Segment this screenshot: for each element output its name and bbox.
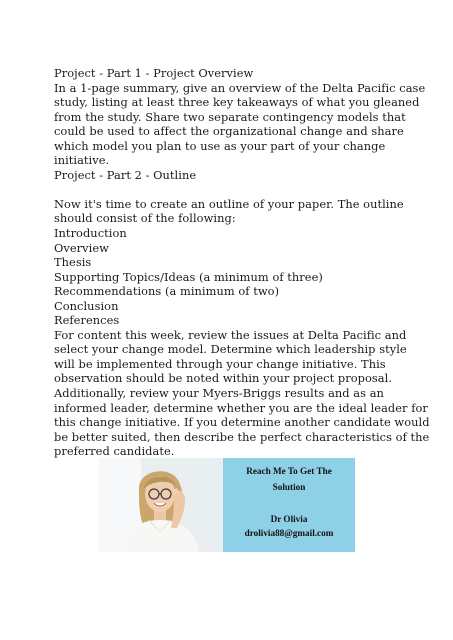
outline-item-overview: Overview [54, 240, 109, 255]
woman-photo [99, 458, 223, 552]
outline-item-introduction: Introduction [54, 226, 127, 241]
body-line: initiative. [54, 153, 110, 168]
document-body [54, 66, 430, 459]
body-line: be better suited, then describe the perfect characteristics of the [54, 429, 430, 444]
body-line: this change initiative. If you determine another candidate would [54, 415, 430, 430]
promo-headline: Reach Me To Get The [246, 466, 332, 476]
woman-illustration [99, 458, 223, 552]
outline-item-recommendations: Recommendations (a minimum of two) [54, 284, 280, 299]
heading-part-1: Project - Part 1 - Project Overview [54, 66, 254, 80]
body-line: informed leader, determine whether you are the ideal leader for [54, 400, 428, 415]
promo-banner[interactable] [99, 458, 355, 552]
body-line: In a 1-page summary, give an overview of the Delta Pacific case [54, 80, 426, 95]
body-line: study, listing at least three key takeaways of what you gleaned [54, 95, 420, 110]
body-line: Now it's time to create an outline of your paper. The outline [54, 196, 404, 211]
body-line: observation should be noted within your project proposal. [54, 371, 392, 386]
outline-item-supporting-topics: Supporting Topics/Ideas (a minimum of three) [54, 269, 323, 284]
body-line: For content this week, review the issues at Delta Pacific and [54, 327, 407, 342]
body-line: select your change model. Determine which leadership style [54, 342, 407, 357]
blank-line [54, 182, 414, 197]
body-line: from the study. Share two separate contingency models that [54, 109, 406, 124]
body-line: preferred candidate. [54, 444, 175, 459]
contact-panel[interactable] [223, 458, 355, 552]
body-line: will be implemented through your change initiative. This [54, 356, 386, 371]
body-line: should consist of the following: [54, 211, 236, 226]
heading-part-2: Project - Part 2 - Outline [54, 167, 197, 182]
outline-item-references: References [54, 313, 120, 328]
contact-name: Dr Olivia [270, 514, 308, 524]
body-line: could be used to affect the organizational change and share [54, 124, 404, 139]
outline-item-thesis: Thesis [54, 255, 92, 270]
body-line: which model you plan to use as your part of your change [54, 138, 386, 153]
contact-email[interactable]: drolivia88@gmail.com [244, 528, 334, 538]
outline-item-conclusion: Conclusion [54, 298, 119, 313]
promo-headline-2: Solution [272, 482, 306, 492]
body-line: Additionally, review your Myers-Briggs results and as an [54, 386, 384, 401]
